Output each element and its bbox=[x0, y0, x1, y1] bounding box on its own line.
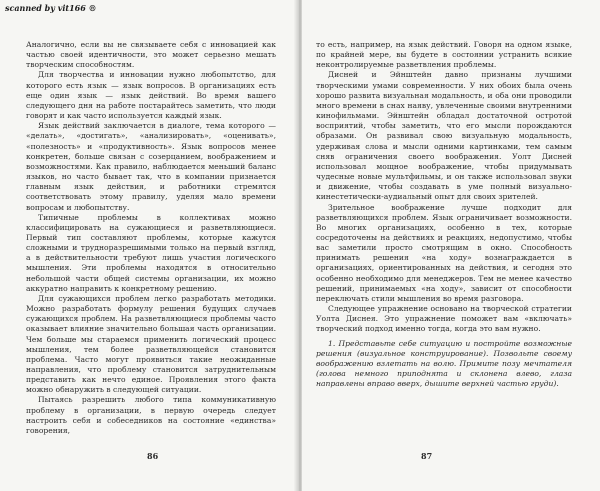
right-page-text bbox=[316, 40, 572, 389]
paragraph: Зрительное воображение лучше подходит для разветвляющихся проблем. Язык ограничивает возможности. Во многих организациях, особенно в тех, которые сосредоточены на действиях и реакциях, недопустимо, чтобы вас заметили просто смотрящим в окно. Способность принимать решения «на ходу» вознаграждается в организациях, ориентированных на действия, и сегодня это особенно необходимо для менеджеров. Тем не менее качество решений, принимаемых «на ходу», зависит от способности переключать стили мышления во время разговора. bbox=[316, 202, 572, 303]
paragraph: Для сужающихся проблем легко разработать методики. Можно разработать формулу решения будущих случаев сужающихся проблем. На разветвляющиеся проблемы часто оказывает влияние значительно большая часть организации. Чем больше мы стараемся применить логический процесс мышления, тем более разветвляющейся становится проблема. Часто могут проявиться такие неожиданные направления, что проблему становится затруднительным представить как нечто единое. Проявления этого факта можно обнаружить в следующей ситуации. bbox=[26, 293, 276, 395]
right-page bbox=[302, 0, 600, 491]
paragraph: Язык действий заключается в диалоге, тема которого — «делать», «достигать», «анализировать», «оценивать», «полезность» и «продуктивность». Язык вопросов менее конкретен, больше связан с созерцанием, воображением и возможностями. Как правило, наблюдается меньший баланс языков, но часто бывает так, что в компании признается главным язык действия, и работники стремятся соответствовать этому правилу, уделяя мало времени вопросам и любопытству. bbox=[26, 121, 276, 212]
paragraph: Типичные проблемы в коллективах можно классифицировать на сужающиеся и разветвляющиеся. Первый тип составляют проблемы, которые кажутся сложными и трудноразрешимыми только на первый взгляд, а в действительности требуют лишь участия логического мышления. Эти проблемы находятся в относительно небольшой части общей системы организации, их можно аккуратно направить к конкретному решению. bbox=[26, 212, 276, 293]
page-number-left: 86 bbox=[147, 451, 159, 461]
paragraph: Пытаясь разрешить любого типа коммуникативную проблему в организации, в первую очередь следует настроить себя и собеседников на состояние «единства» говорения, bbox=[26, 395, 276, 435]
left-page bbox=[0, 0, 298, 491]
scan-watermark: scanned by vit166 ® bbox=[5, 3, 97, 13]
exercise-paragraph: 1. Представьте себе ситуацию и постройте возможные решения (визуальное конструирование). Позвольте своему воображению взлетать на волю. Примите позу мечтателя (голова немного приподнята и склонена влево, глаза направлены вправо вверх, дышите верхней частью груди). bbox=[316, 338, 572, 389]
page-number-right: 87 bbox=[421, 451, 433, 461]
paragraph: то есть, например, на язык действий. Говоря на одном языке, по крайней мере, вы будете в состоянии устранить всякие неконтролируемые разветвления проблемы. bbox=[316, 40, 572, 70]
paragraph: Дисней и Эйнштейн давно признаны лучшими творческими умами современности. У них обоих была очень хорошо развита визуальная модальность, и оба они проводили много времени в снах наяву, увлеченные своими внутренними кинофильмами. Эйнштейн обладал достаточной остротой восприятий, чтобы заметить, что его мысли порождаются образами. Он развивал свою визуальную модальность, удерживая слова и мысли одними картинками, тем самым сняв ограничения своего воображения. Уолт Дисней использовал мощное воображение, чтобы придумывать чудесные новые мультфильмы, и он также использовал звуки и движение, чтобы создавать в уме полный визуально-кинестетически-аудиальный опыт для своих зрителей. bbox=[316, 70, 572, 202]
paragraph: Следующее упражнение основано на творческой стратегии Уолта Диснея. Это упражнение поможет вам «включать» творческий подход именно тогда, когда это вам нужно. bbox=[316, 304, 572, 334]
left-page-text bbox=[26, 40, 276, 436]
paragraph: Для творчества и инновации нужно любопытство, для которого есть язык — язык вопросов. В организациях есть еще один язык — язык действий. Во время вашего следующего дня на работе постарайтесь заметить, что люди говорят и как часто используется каждый язык. bbox=[26, 70, 276, 121]
paragraph: Аналогично, если вы не связываете себя с инновацией как частью своей идентичности, это может серьезно мешать творческим способностям. bbox=[26, 40, 276, 70]
